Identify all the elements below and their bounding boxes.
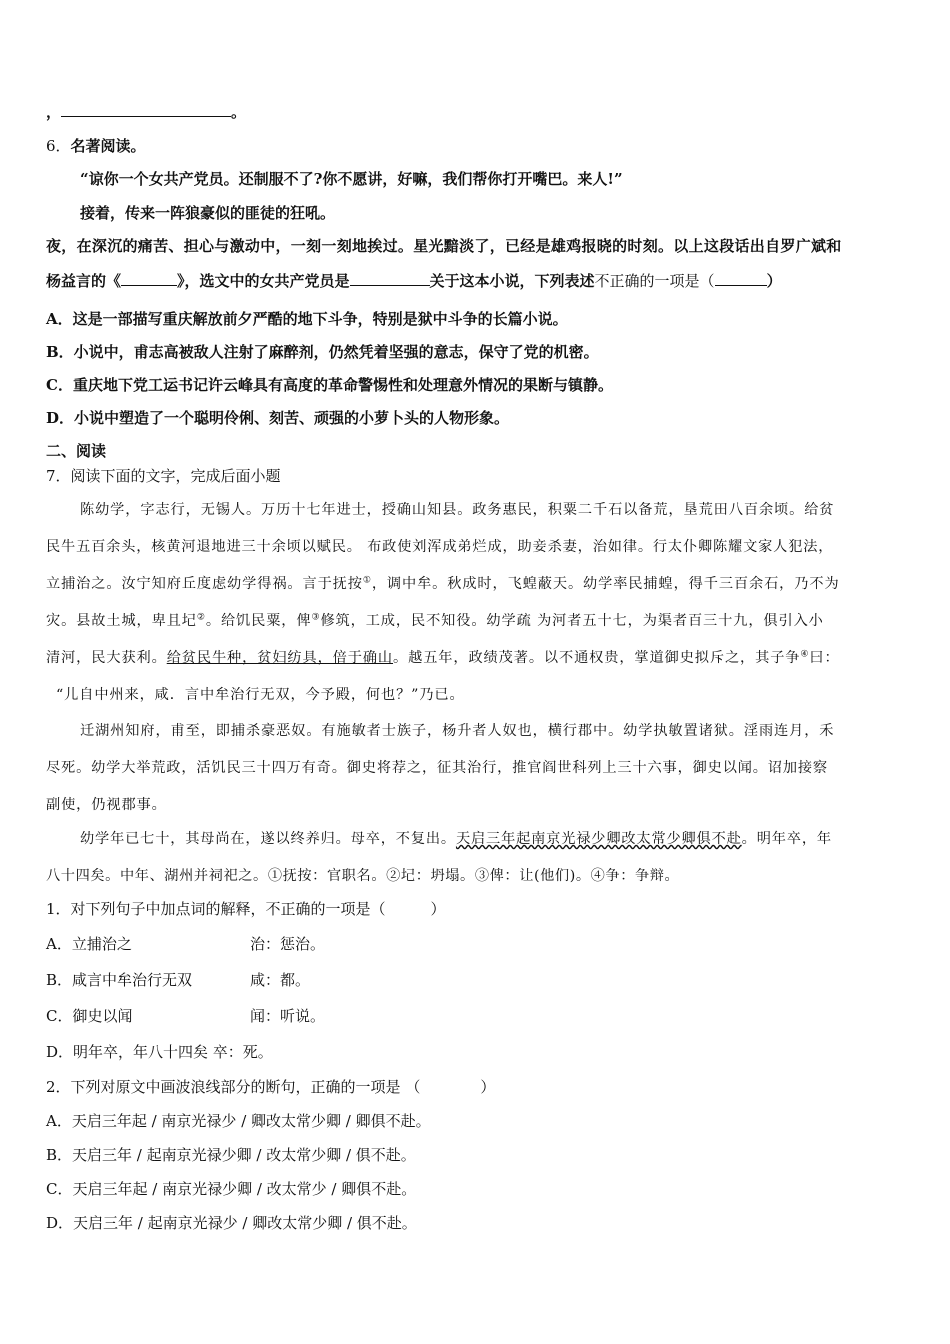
- option-sentence: B．咸言中牟治行无双: [46, 971, 193, 989]
- footnote-mark: ①: [362, 575, 372, 586]
- text: 杨益言的《: [46, 272, 122, 290]
- text: ）: [766, 272, 782, 290]
- passage-p3-line-1: [80, 829, 832, 849]
- q6-option-c: C．重庆地下党工运书记许云峰具有高度的革命警惕性和处理意外情况的果断与镇静。: [46, 376, 613, 394]
- q6-number: 6．: [46, 137, 71, 155]
- fill-in-line: [46, 102, 246, 122]
- q6-option-d: D．小说中塑造了一个聪明伶俐、刻苦、顽强的小萝卜头的人物形象。: [46, 409, 510, 427]
- passage-p2-line-1: 迁湖州知府，甫至，即捕杀豪恶奴。有施敏者士族子，杨升者人奴也，横行郡中。幼学执敏置诸狱。淫雨连月，禾: [80, 723, 835, 739]
- passage-p1-line-4: [46, 611, 824, 631]
- text: 。给饥民粟，俾: [205, 613, 312, 629]
- text: 清河，民大获利。: [46, 650, 167, 666]
- q6-option-b: B．小说中，甫志高被敌人注射了麻醉剂，仍然凭着坚强的意志，保守了党的机密。: [46, 343, 599, 361]
- text: 灾。县故土城，卑且圮: [46, 613, 197, 629]
- option-explanation: 闻：听说。: [250, 1007, 326, 1025]
- option-sentence: C．御史以闻: [46, 1007, 133, 1025]
- underlined-sentence: 给贫民牛种，贫妇纺具，倍于确山: [166, 650, 394, 666]
- text: 修筑，工成，民不知役。幼学疏 为河者五十七，为渠者百三十九，俱引入小: [320, 613, 824, 629]
- q6-paragraph-line-1: 夜，在深沉的痛苦、担心与激动中，一刻一刻地挨过。星光黯淡了，已经是雄鸡报晓的时刻。以上这段话出自罗广斌和: [46, 237, 842, 255]
- q6-quote-1: “谅你一个女共产党员。还制服不了?你不愿讲，好嘛，我们帮你打开嘴巴。来人!”: [80, 170, 623, 188]
- q6-title: 名著阅读。: [70, 137, 146, 155]
- sub1-option-c: [46, 1006, 325, 1026]
- choice-blank[interactable]: [715, 271, 767, 286]
- text: 不正确的一项是（: [594, 272, 715, 290]
- q6-paragraph-line-2: [46, 271, 782, 291]
- text: 》，选文中的女共产党员是: [177, 272, 350, 290]
- sub2-option-a: A．天启三年起 / 南京光禄少 / 卿改太常少卿 / 卿俱不赴。: [46, 1112, 431, 1130]
- option-explanation: 咸：都。: [250, 971, 311, 989]
- passage-p3-line-2: 八十四矣。中年、湖州并祠祀之。①抚按：官职名。②圮：坍塌。③俾：让(他们)。④争：争辩。: [46, 868, 680, 884]
- passage-p1-line-6: “儿自中州来，咸．言中牟治行无双，今予殿，何也？”乃已。: [56, 687, 465, 703]
- q7-intro: 7．阅读下面的文字，完成后面小题: [46, 467, 281, 485]
- sub2-option-d: D．天启三年 / 起南京光禄少 / 卿改太常少卿 / 俱不赴。: [46, 1214, 417, 1232]
- q6-option-a: A．这是一部描写重庆解放前夕严酷的地下斗争，特别是狱中斗争的长篇小说。: [46, 310, 568, 328]
- passage-p2-line-2: 尽死。幼学大举荒政，活饥民三十四万有奇。御史将荐之，征其治行，推官阎世科列上三十六事，御史以闻。诏加接察: [46, 760, 828, 776]
- text: 曰：: [809, 650, 840, 666]
- period: 。: [231, 103, 247, 121]
- footnote-mark: ③: [311, 612, 321, 623]
- wavy-underlined-sentence: 天启三年起南京光禄少卿改太常少卿俱不赴: [455, 831, 742, 847]
- section-title: 二、阅读: [46, 442, 107, 460]
- text: 关于这本小说，下列表述: [429, 272, 595, 290]
- text: 。明年卒，年: [741, 831, 832, 847]
- sub1-option-b: [46, 970, 310, 990]
- option-explanation: 治：惩治。: [250, 935, 326, 953]
- sub2-stem: 2．下列对原文中画波浪线部分的断句，正确的一项是 （ ）: [46, 1078, 496, 1096]
- sub2-option-b: B．天启三年 / 起南京光禄少卿 / 改太常少卿 / 俱不赴。: [46, 1146, 416, 1164]
- passage-p2-line-3: 副使，仍视郡事。: [46, 797, 167, 813]
- text: 。越五年，政绩茂著。以不通权贵，掌道御史拟斥之，其子争: [393, 650, 801, 666]
- character-blank[interactable]: [350, 271, 430, 286]
- footnote-mark: ④: [800, 649, 810, 660]
- sub1-option-d: D．明年卒，年八十四矣 卒：死。: [46, 1043, 273, 1061]
- q6-heading: [46, 136, 146, 156]
- text: ，调中牟。秋成时，飞蝗蔽天。幼学率民捕蝗，得千三百余石，乃不为: [371, 576, 840, 592]
- footnote-mark: ②: [196, 612, 206, 623]
- text: 立捕治之。汝宁知府丘度虑幼学得祸。言于抚按: [46, 576, 363, 592]
- text: 幼学年已七十，其母尚在，遂以终养归。母卒，不复出。: [80, 831, 456, 847]
- option-sentence: A．立捕治之: [46, 935, 132, 953]
- passage-p1-line-1: 陈幼学，字志行，无锡人。万历十七年进士，授确山知县。政务惠民，积粟二千石以备荒，垦荒田八百余顷。给贫: [80, 502, 835, 518]
- book-title-blank[interactable]: [121, 271, 177, 286]
- comma: ，: [46, 103, 62, 121]
- answer-blank[interactable]: [61, 102, 231, 117]
- passage-p1-line-3: [46, 574, 840, 594]
- sub2-option-c: C．天启三年起 / 南京光禄少卿 / 改太常少 / 卿俱不赴。: [46, 1180, 417, 1198]
- sub1-option-a: [46, 934, 325, 954]
- passage-p1-line-5: [46, 648, 840, 668]
- sub1-stem: 1．对下列句子中加点词的解释，不正确的一项是（ ）: [46, 900, 446, 918]
- passage-p1-line-2: 民牛五百余头，核黄河退地进三十余顷以赋民。 布政使刘浑成弟烂成，助妾杀妻，治如律。行太仆卿陈耀文家人犯法，: [46, 539, 834, 555]
- q6-quote-2: 接着，传来一阵狼豪似的匪徒的狂吼。: [80, 204, 336, 222]
